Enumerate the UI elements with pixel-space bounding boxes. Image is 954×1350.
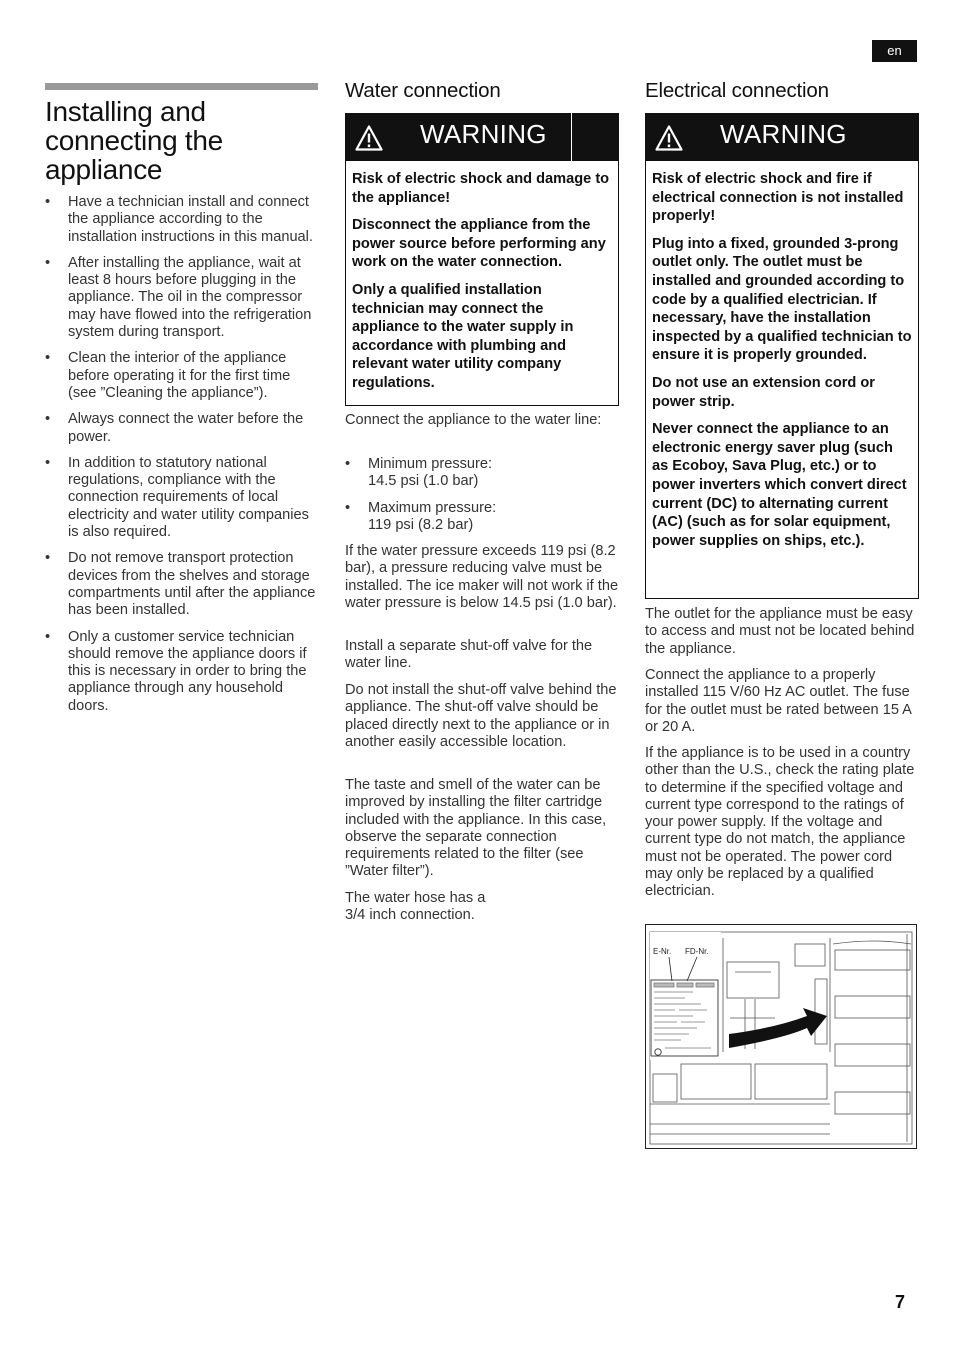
warning-text: Never connect the appliance to an electronic energy saver plug (such as Ecoboy, Sava Plug, etc.) or to power inverters which convert direct current (DC) to alternating current (AC) (such as for solar equipment, power supplies on ships, etc.). bbox=[652, 421, 907, 549]
water-warning-box bbox=[345, 161, 619, 406]
water-warning-header bbox=[345, 113, 619, 161]
list-item: • Maximum pressure: 119 psi (8.2 bar) bbox=[345, 500, 620, 535]
installation-bullet-list bbox=[45, 194, 320, 724]
list-item: • Do not remove transport protection devices from the shelves and storage compartments until after the appliance has been installed. bbox=[45, 550, 320, 619]
body-paragraph: Connect the appliance to a properly installed 115 V/60 Hz AC outlet. The fuse for the outlet must be rated between 15 A or 20 A. bbox=[645, 667, 912, 735]
pressure-list bbox=[345, 456, 620, 543]
body-paragraph: If the water pressure exceeds 119 psi (8.2 bar), a pressure reducing valve must be installed. The ice maker will not work if the water pressure is below 14.5 psi (1.0 bar). bbox=[345, 543, 619, 611]
body-paragraph: Do not install the shut-off valve behind the appliance. The shut-off valve should be placed directly next to the appliance or in another easily accessible location. bbox=[345, 682, 617, 750]
body-paragraph: The water hose has a 3/4 inch connection. bbox=[345, 890, 486, 924]
language-tag: en bbox=[872, 40, 917, 62]
warning-triangle-icon bbox=[655, 125, 683, 151]
warning-text: Plug into a fixed, grounded 3-prong outlet only. The outlet must be installed and grounded according to code by a qualified electrician. If necessary, have the installation inspected by a qualified technician to ensure it is properly grounded. bbox=[652, 235, 912, 364]
list-item: • Have a technician install and connect the appliance according to the installation instructions in this manual. bbox=[45, 194, 320, 246]
body-paragraph: Install a separate shut-off valve for the water line. bbox=[345, 638, 593, 672]
fd-nr-label: FD-Nr. bbox=[685, 947, 709, 956]
e-nr-label: E-Nr. bbox=[653, 947, 672, 956]
body-paragraph: The outlet for the appliance must be easy to access and must not be located behind the appliance. bbox=[645, 606, 915, 657]
rating-plate-illustration bbox=[645, 924, 917, 1149]
warning-triangle-icon bbox=[355, 125, 383, 151]
page-number: 7 bbox=[895, 1292, 906, 1312]
list-item: • Clean the interior of the appliance before operating it for the first time (see ”Cleaning the appliance”). bbox=[45, 350, 320, 402]
water-intro: Connect the appliance to the water line: bbox=[345, 412, 602, 428]
warning-text: Disconnect the appliance from the power source before performing any work on the water connection. bbox=[352, 217, 606, 271]
divider bbox=[571, 113, 572, 161]
warning-label: WARNING bbox=[420, 119, 547, 149]
water-connection-heading: Water connection bbox=[345, 79, 501, 102]
list-item: • Always connect the water before the power. bbox=[45, 411, 320, 446]
body-paragraph: If the appliance is to be used in a country other than the U.S., check the rating plate to determine if the specified voltage and current type correspond to the ratings of your power supply. If the voltage and current type do not match, the appliance must not be operated. The power cord may only be replaced by a qualified electrician. bbox=[645, 745, 915, 900]
list-item: • In addition to statutory national regulations, compliance with the connection requirements of local electricity and water utility companies is also required. bbox=[45, 455, 320, 541]
section-rule bbox=[45, 83, 318, 90]
electrical-warning-box bbox=[645, 161, 919, 599]
list-item: • Minimum pressure: 14.5 psi (1.0 bar) bbox=[345, 456, 620, 491]
body-paragraph: The taste and smell of the water can be improved by installing the filter cartridge included with the appliance. In this case, observe the separate connection requirements related to the filter (see ”Water filter”). bbox=[345, 777, 607, 880]
warning-text: Risk of electric shock and damage to the appliance! bbox=[352, 171, 610, 206]
page-title: Installing and connecting the appliance bbox=[45, 96, 223, 185]
warning-label: WARNING bbox=[720, 119, 847, 149]
warning-text: Do not use an extension cord or power strip. bbox=[652, 374, 875, 410]
warning-text: Risk of electric shock and fire if electrical connection is not installed properly! bbox=[652, 171, 904, 225]
electrical-connection-heading: Electrical connection bbox=[645, 79, 829, 102]
list-item: • After installing the appliance, wait at least 8 hours before plugging in the appliance. The oil in the compressor may have flowed into the refrigeration system during transport. bbox=[45, 255, 320, 341]
list-item: • Only a customer service technician should remove the appliance doors if this is necessary in order to bring the appliance through any household doors. bbox=[45, 629, 320, 715]
warning-text: Only a qualified installation technician may connect the appliance to the water supply in accordance with plumbing and relevant water utility company regulations. bbox=[352, 281, 574, 391]
electrical-warning-header bbox=[645, 113, 919, 161]
